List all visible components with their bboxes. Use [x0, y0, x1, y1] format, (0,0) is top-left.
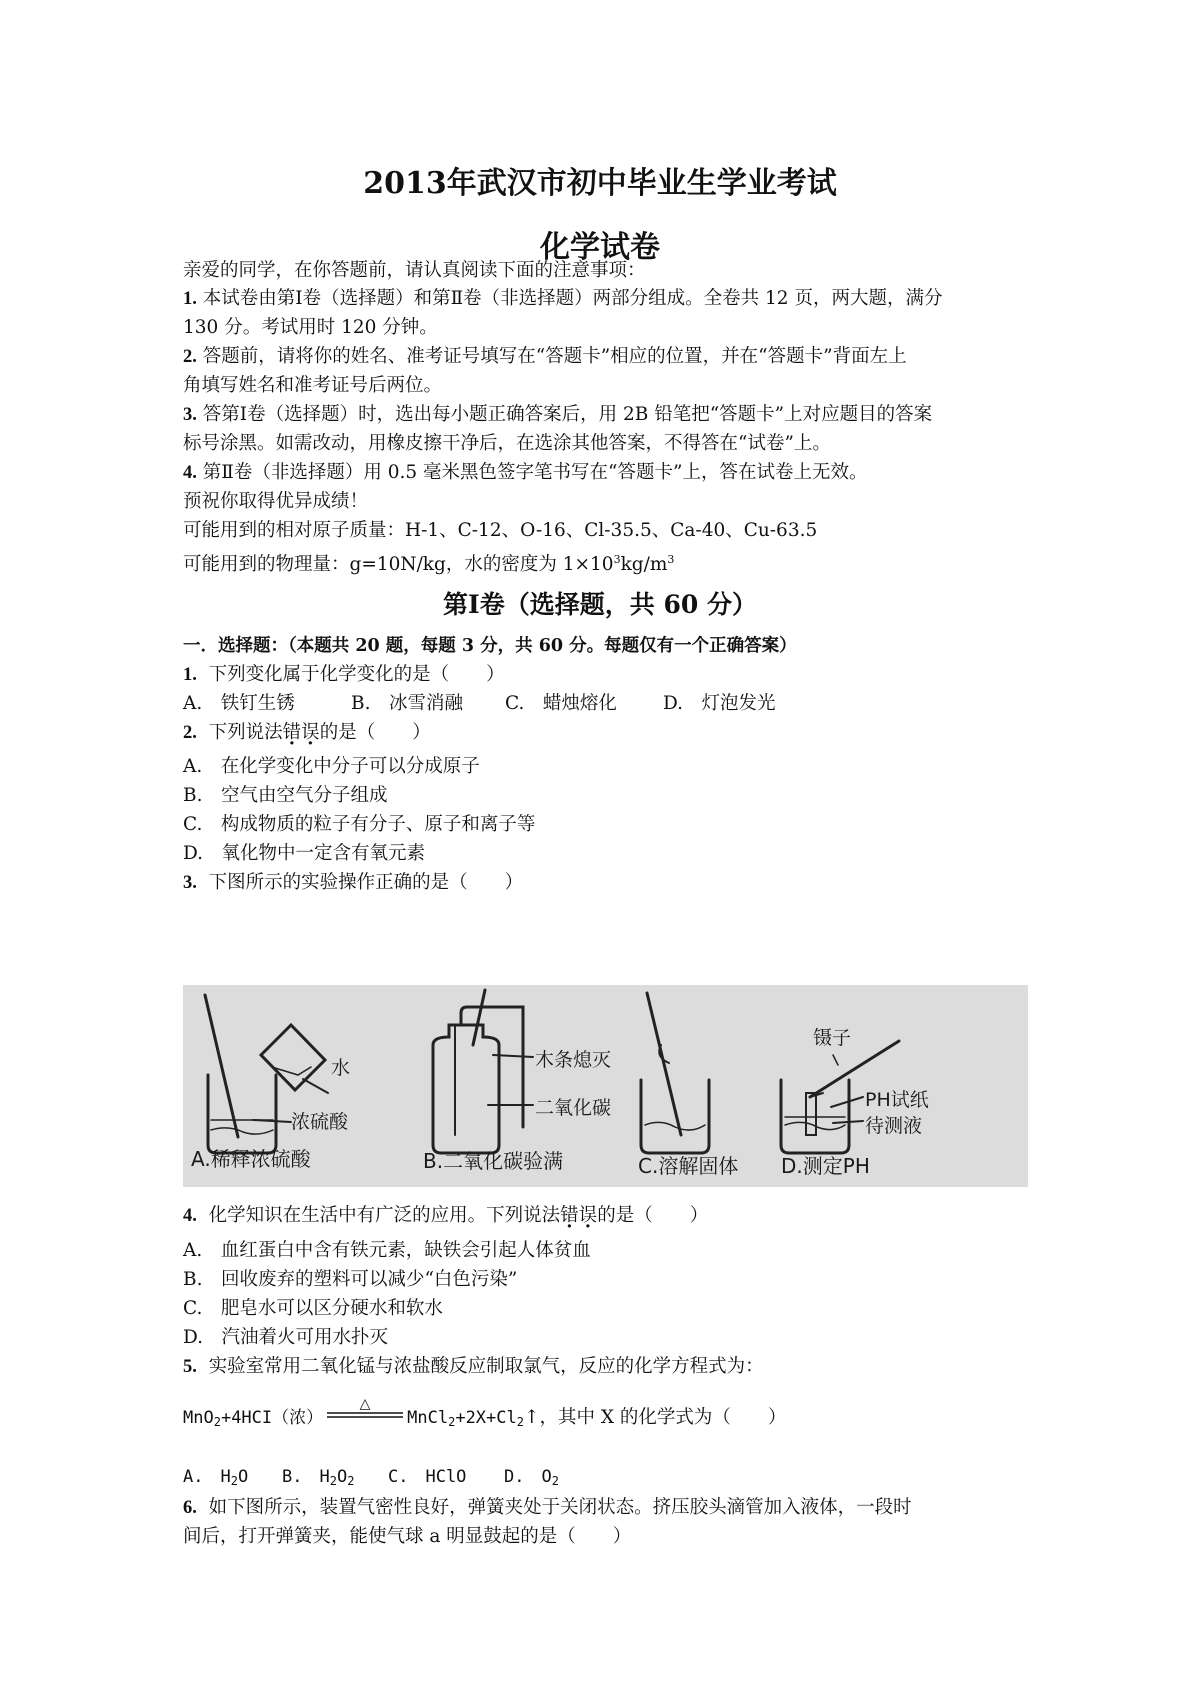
wish-text: 预祝你取得优异成绩！	[183, 491, 369, 512]
fig-label-water: 水	[331, 1057, 351, 1079]
q3-stem: 3. 下图所示的实验操作正确的是（ ）	[183, 872, 524, 893]
instruction-2-line-2: 角填写姓名和准考证号后两位。	[183, 375, 443, 396]
q5-option-d: D. $O_2$	[504, 1467, 559, 1488]
fig-caption-a: A.稀释浓硫酸	[191, 1147, 311, 1171]
instructions-intro: 亲爱的同学，在你答题前，请认真阅读下面的注意事项：	[183, 260, 646, 281]
instruction-3-line-1: 3. 答第Ⅰ卷（选择题）时，选出每小题正确答案后，用 2B 铅笔把“答题卡”上对应题目的答案	[183, 404, 933, 425]
q5-option-a: A. $H_2O$	[183, 1467, 249, 1488]
q5-stem: 5. 实验室常用二氧化锰与浓盐酸反应制取氯气，反应的化学方程式为：	[183, 1356, 764, 1377]
instruction-3-line-2: 标号涂黑。如需改动，用橡皮擦干净后，在选涂其他答案，不得答在“试卷”上。	[183, 433, 831, 454]
q5-option-b: B. $H_2O_2$	[282, 1467, 355, 1488]
fig-label-concentrated-acid: 浓硫酸	[291, 1111, 349, 1133]
fig-label-stick-out: 木条熄灭	[535, 1049, 612, 1071]
q1-option-b: B. 冰雪消融	[351, 693, 463, 714]
fig-caption-c: C.溶解固体	[638, 1154, 739, 1178]
fig-caption-b: B.二氧化碳验满	[423, 1149, 564, 1173]
q2-stem: 2. 下列说法错误的是（ ）	[183, 722, 431, 743]
q1-option-a: A. 铁钉生锈	[183, 693, 295, 714]
q1-option-d: D. 灯泡发光	[663, 693, 776, 714]
q2-option-b: B. 空气由空气分子组成	[183, 785, 388, 806]
q4-option-d: D. 汽油着火可用水扑灭	[183, 1327, 389, 1348]
q2-option-a: A. 在化学变化中分子可以分成原子	[183, 756, 480, 777]
q4-option-c: C. 肥皂水可以区分硬水和软水	[183, 1298, 443, 1319]
exam-title: 2013年武汉市初中毕业生学业考试	[363, 166, 837, 201]
section-1-heading: 一．选择题：（本题共 20 题，每题 3 分，共 60 分。每题仅有一个正确答案）	[183, 636, 797, 656]
q6-stem-line-2: 间后，打开弹簧夹，能使气球 a 明显鼓起的是（ ）	[183, 1526, 632, 1547]
q6-stem-line-1: 6. 如下图所示，装置气密性良好，弹簧夹处于关闭状态。挤压胶头滴管加入液体，一段时	[183, 1497, 912, 1518]
section-1-title: 第Ⅰ卷（选择题，共 60 分）	[443, 590, 757, 619]
instruction-4: 4. 第Ⅱ卷（非选择题）用 0.5 毫米黑色签字笔书写在“答题卡”上，答在试卷上无效。	[183, 462, 868, 483]
q5-options	[183, 1464, 559, 1494]
q2-option-c: C. 构成物质的粒子有分子、原子和离子等	[183, 814, 536, 835]
exam-subtitle: 化学试卷	[540, 230, 660, 265]
q1-stem: 1. 下列变化属于化学变化的是（ ）	[183, 664, 505, 685]
atomic-mass-text: 可能用到的相对原子质量：H-1、C-12、O-16、Cl-35.5、Ca-40、Cu-63.5	[183, 520, 818, 541]
reaction-arrow	[323, 1396, 407, 1425]
fig-label-co2: 二氧化碳	[535, 1097, 612, 1119]
instruction-1-line-1: 1. 本试卷由第Ⅰ卷（选择题）和第Ⅱ卷（非选择题）两部分组成。全卷共 12 页，两大题，满分	[183, 288, 943, 309]
q2-option-d: D. 氧化物中一定含有氧元素	[183, 843, 426, 864]
q4-option-a: A. 血红蛋白中含有铁元素，缺铁会引起人体贫血	[183, 1240, 591, 1261]
q4-option-b: B. 回收废弃的塑料可以减少“白色污染”	[183, 1269, 518, 1290]
q5-equation: MnO$_2$+4HCI（浓） △ $MnCl_2+2X+Cl_2↑$，其中 X 的化学式为（ ）	[183, 1396, 787, 1429]
instruction-2-line-1: 2. 答题前，请将你的姓名、准考证号填写在“答题卡”相应的位置，并在“答题卡”背面左上	[183, 346, 907, 367]
fig-label-ph-paper: PH试纸	[865, 1089, 929, 1111]
instruction-1-line-2: 130 分。考试用时 120 分钟。	[183, 317, 438, 338]
q1-option-c: C. 蜡烛熔化	[505, 693, 617, 714]
q4-stem: 4. 化学知识在生活中有广泛的应用。下列说法错误的是（ ）	[183, 1205, 709, 1226]
q5-option-c: C. HClO	[388, 1467, 467, 1487]
physics-constants-text: 可能用到的物理量：g=10N/kg，水的密度为 $1\times 10^3kg/m^3$	[183, 553, 675, 575]
q1-options	[183, 691, 776, 717]
fig-caption-d: D.测定PH	[781, 1154, 870, 1178]
fig-label-tweezers: 镊子	[813, 1027, 852, 1049]
delta-symbol: △	[359, 1396, 371, 1412]
fig-label-test-liquid: 待测液	[865, 1115, 923, 1137]
q3-figure	[183, 985, 1028, 1187]
